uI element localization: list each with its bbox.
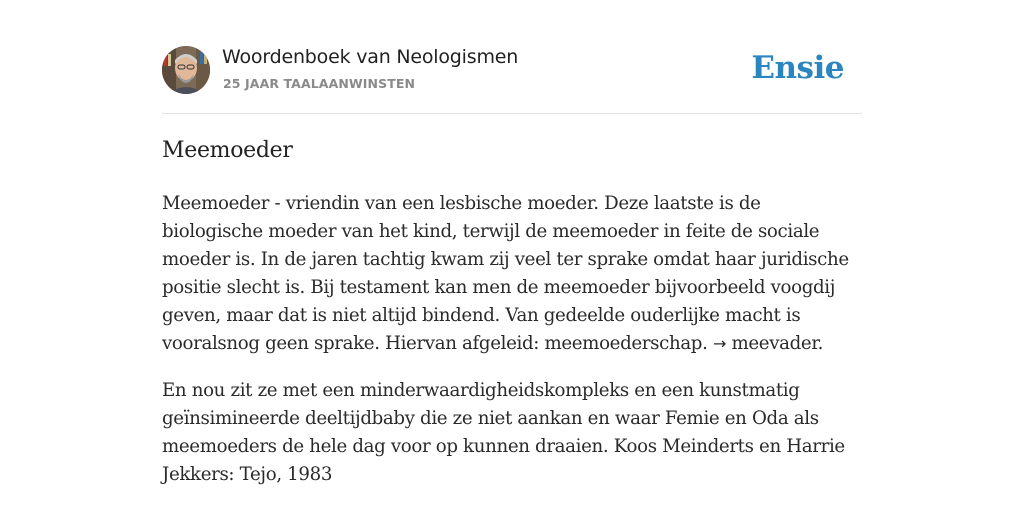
definition-text: Meemoeder - vriendin van een lesbische moeder. Deze laatste is de biologische moeder van het kind, terwijl de meemoeder in feite de sociale moeder is. In de jaren tachtig kwam zij veel ter sprake omdat haar juridische positie slecht is. Bij testament kan men de meemoeder bijvoorbeeld voogdij geven, maar dat is niet altijd bindend. Van gedeelde ouderlijke macht is vooralsnog geen sprake. Hiervan afgeleid: meemoederschap.: [162, 193, 849, 354]
arrow-icon: →: [712, 334, 727, 353]
definition-paragraph: [162, 190, 862, 358]
author-photo-icon: [162, 46, 210, 94]
related-term-link[interactable]: meevader.: [731, 333, 824, 354]
article-title: Meemoeder: [162, 138, 293, 163]
header-divider: [162, 113, 862, 114]
quote-paragraph: En nou zit ze met een minderwaardigheidskompleks en een kunstmatig geïnsimineerde deeltijdbaby die ze niet aankan en waar Femie en Oda als meemoeders de hele dag voor op kunnen draaien. Koos Meinderts en Harrie Jekkers: Tejo, 1983: [162, 380, 845, 485]
author-avatar[interactable]: [162, 46, 210, 94]
ensie-logo-link[interactable]: Ensie: [751, 50, 844, 86]
header: [162, 46, 862, 96]
author-subtitle: 25 JAAR TAALAANWINSTEN: [223, 76, 416, 91]
author-name[interactable]: Woordenboek van Neologismen: [222, 46, 519, 68]
